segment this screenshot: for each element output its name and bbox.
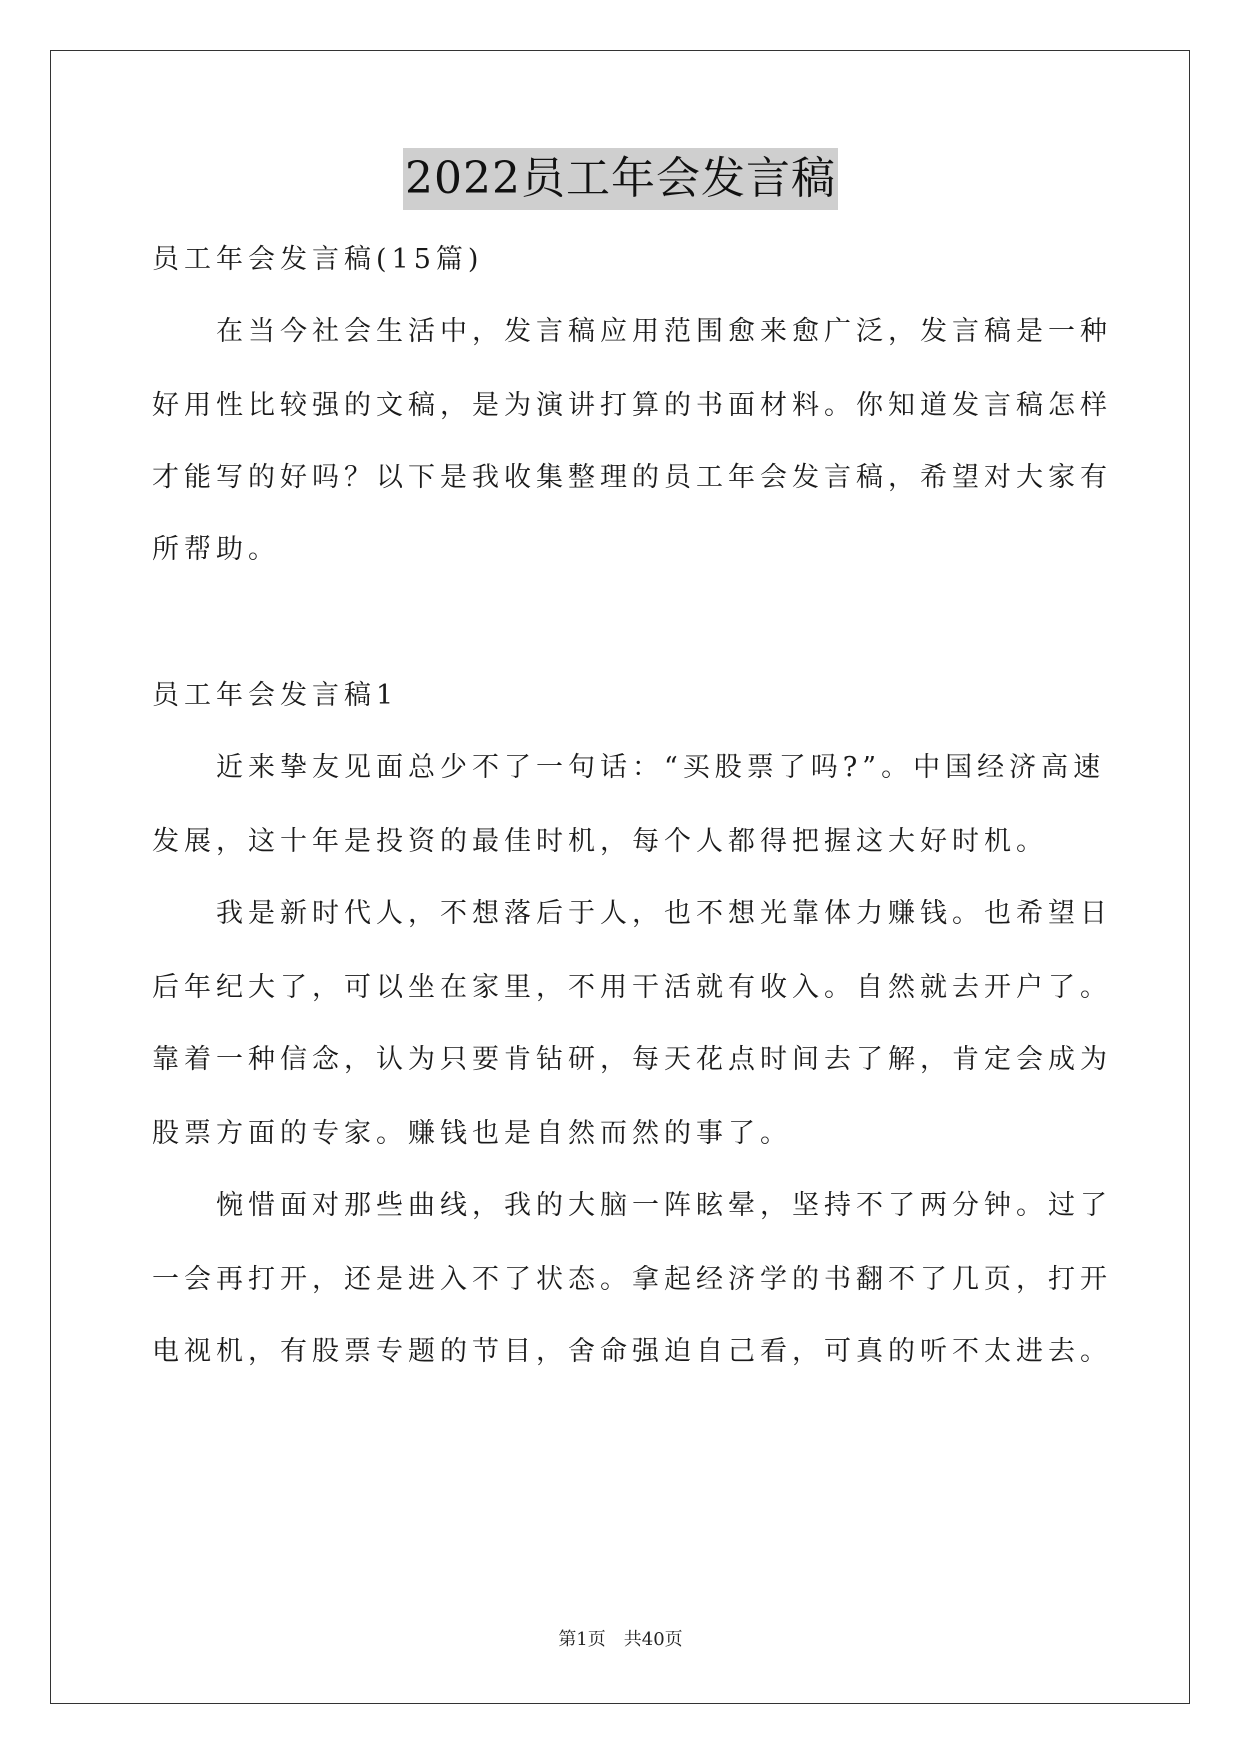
body-line: 电视机，有股票专题的节目，舍命强迫自己看，可真的听不太进去。 — [152, 1336, 1112, 1367]
body-line: 近来挚友见面总少不了一句话：“买股票了吗?”。中国经济高速 — [216, 752, 1106, 783]
body-line: 一会再打开，还是进入不了状态。拿起经济学的书翻不了几页，打开 — [152, 1264, 1112, 1295]
title-container — [0, 148, 1241, 210]
document-title: 2022员工年会发言稿 — [403, 148, 838, 210]
intro-line: 所帮助。 — [152, 534, 280, 565]
body-line: 后年纪大了，可以坐在家里，不用干活就有收入。自然就去开户了。 — [152, 972, 1112, 1003]
page-border — [50, 50, 1190, 1704]
body-line: 惋惜面对那些曲线，我的大脑一阵眩晕，坚持不了两分钟。过了 — [216, 1190, 1112, 1221]
subtitle: 员工年会发言稿(15篇) — [152, 244, 484, 275]
intro-line: 才能写的好吗？以下是我收集整理的员工年会发言稿，希望对大家有 — [152, 462, 1112, 493]
page-indicator: 第1页 共40页 — [558, 1629, 683, 1650]
body-line: 我是新时代人，不想落后于人，也不想光靠体力赚钱。也希望日 — [216, 898, 1112, 929]
intro-line: 好用性比较强的文稿，是为演讲打算的书面材料。你知道发言稿怎样 — [152, 390, 1112, 421]
intro-line: 在当今社会生活中，发言稿应用范围愈来愈广泛，发言稿是一种 — [216, 316, 1112, 347]
body-line: 股票方面的专家。赚钱也是自然而然的事了。 — [152, 1118, 792, 1149]
section-heading: 员工年会发言稿1 — [152, 680, 399, 711]
body-line: 发展，这十年是投资的最佳时机，每个人都得把握这大好时机。 — [152, 826, 1048, 857]
body-line: 靠着一种信念，认为只要肯钻研，每天花点时间去了解，肯定会成为 — [152, 1044, 1112, 1075]
